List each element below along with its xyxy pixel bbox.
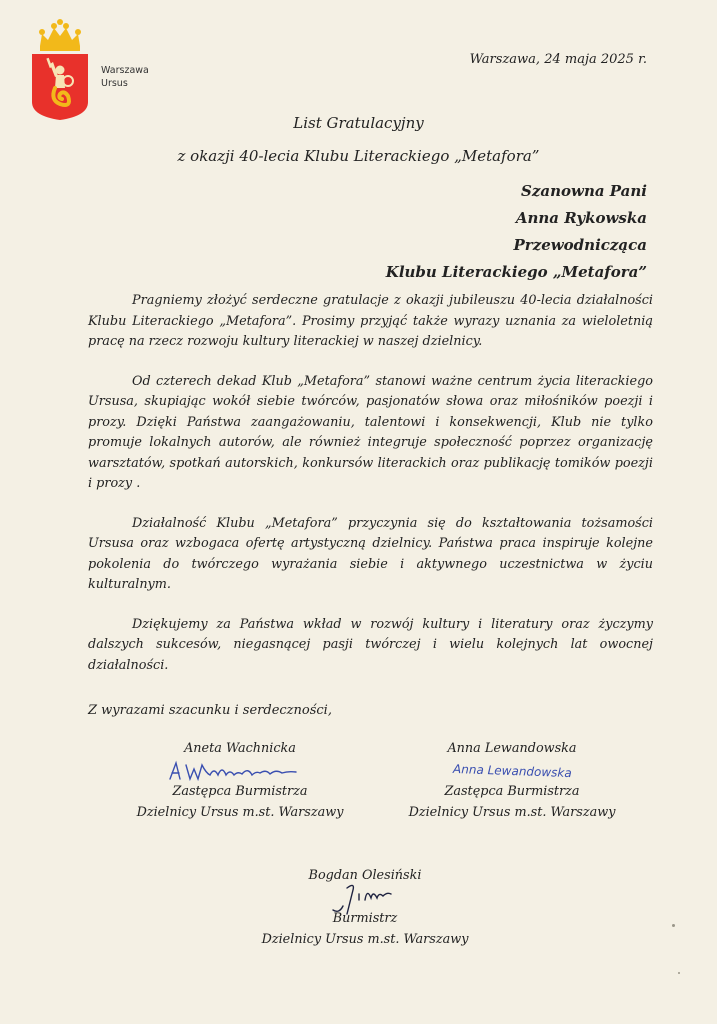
- paper-speck: [678, 972, 680, 974]
- addressee-organization: Klubu Literackiego „Metafora”: [385, 263, 647, 281]
- signature-block-right: [382, 738, 642, 823]
- paragraph: Działalność Klubu „Metafora” przyczynia się do kształtowania tożsamości Ursusa oraz wzbogaca ofertę artystyczną dzielnicy. Państwa praca inspiruje kolejne pokolenia do twórczego wyrażania siebie i aktywnego uczestnictwa w życiu kulturalnym.: [88, 515, 653, 592]
- handwritten-signature: [235, 886, 495, 908]
- letter-closing: Z wyrazami szacunku i serdeczności,: [88, 703, 332, 718]
- addressee-block: [386, 178, 647, 286]
- signatory-role: Zastępca Burmistrza: [172, 784, 308, 799]
- letter-title: List Gratulacyjny: [293, 114, 424, 132]
- brand-district: Ursus: [101, 78, 128, 89]
- signatory-office: Dzielnicy Ursus m.st. Warszawy: [261, 932, 469, 947]
- addressee-name: Anna Rykowska: [515, 209, 647, 227]
- warsaw-coat-of-arms-icon: [28, 16, 92, 120]
- addressee-role: Przewodnicząca: [513, 236, 647, 254]
- district-brand: [101, 64, 149, 90]
- addressee-salutation: Szanowna Pani: [521, 182, 647, 200]
- signatory-role: Zastępca Burmistrza: [444, 784, 580, 799]
- letter-subtitle: z okazji 40-lecia Klubu Literackiego „Metafora”: [177, 147, 540, 165]
- brand-city: Warszawa: [101, 65, 149, 76]
- handwritten-signature: [382, 759, 642, 781]
- paragraph: Pragniemy złożyć serdeczne gratulacje z okazji jubileuszu 40-lecia działalności Klubu Literackiego „Metafora”. Prosimy przyjąć także wyrazy uznania za wieloletnią pracę na rzecz rozwoju kultury literackiej w naszej dzielnicy.: [88, 293, 653, 349]
- signatory-office: Dzielnicy Ursus m.st. Warszawy: [136, 805, 344, 820]
- signatory-name: Bogdan Olesiński: [308, 868, 422, 883]
- letter-date: Warszawa, 24 maja 2025 r.: [469, 52, 647, 67]
- signature-block-left: [110, 738, 370, 823]
- signature-text: Anna Lewandowska: [452, 761, 572, 781]
- handwritten-signature: [110, 759, 370, 781]
- paragraph: Dziękujemy za Państwa wkład w rozwój kultury i literatury oraz życzymy dalszych sukcesów, niegasnącej pasji twórczej i wielu kolejnych lat owocnej działalności.: [88, 616, 653, 673]
- signatory-office: Dzielnicy Ursus m.st. Warszawy: [408, 805, 616, 820]
- signature-block-center: [235, 865, 495, 950]
- paragraph: Od czterech dekad Klub „Metafora” stanowi ważne centrum życia literackiego Ursusa, skupiając wokół siebie twórców, pasjonatów słowa oraz miłośników poezji i prozy. Dzięki Państwa zaangażowaniu, talentowi i konsekwencji, Klub nie tylko promuje lokalnych autorów, ale również integruje społeczność poprzez organizację warsztatów, spotkań autorskich, konkursów literackich oraz publikację tomików poezji i prozy .: [88, 373, 653, 491]
- signatory-name: Anna Lewandowska: [447, 741, 577, 756]
- signatory-role: Burmistrz: [332, 911, 398, 926]
- letter-body: [88, 291, 653, 695]
- paper-speck: [672, 924, 675, 927]
- signatory-name: Aneta Wachnicka: [184, 741, 296, 756]
